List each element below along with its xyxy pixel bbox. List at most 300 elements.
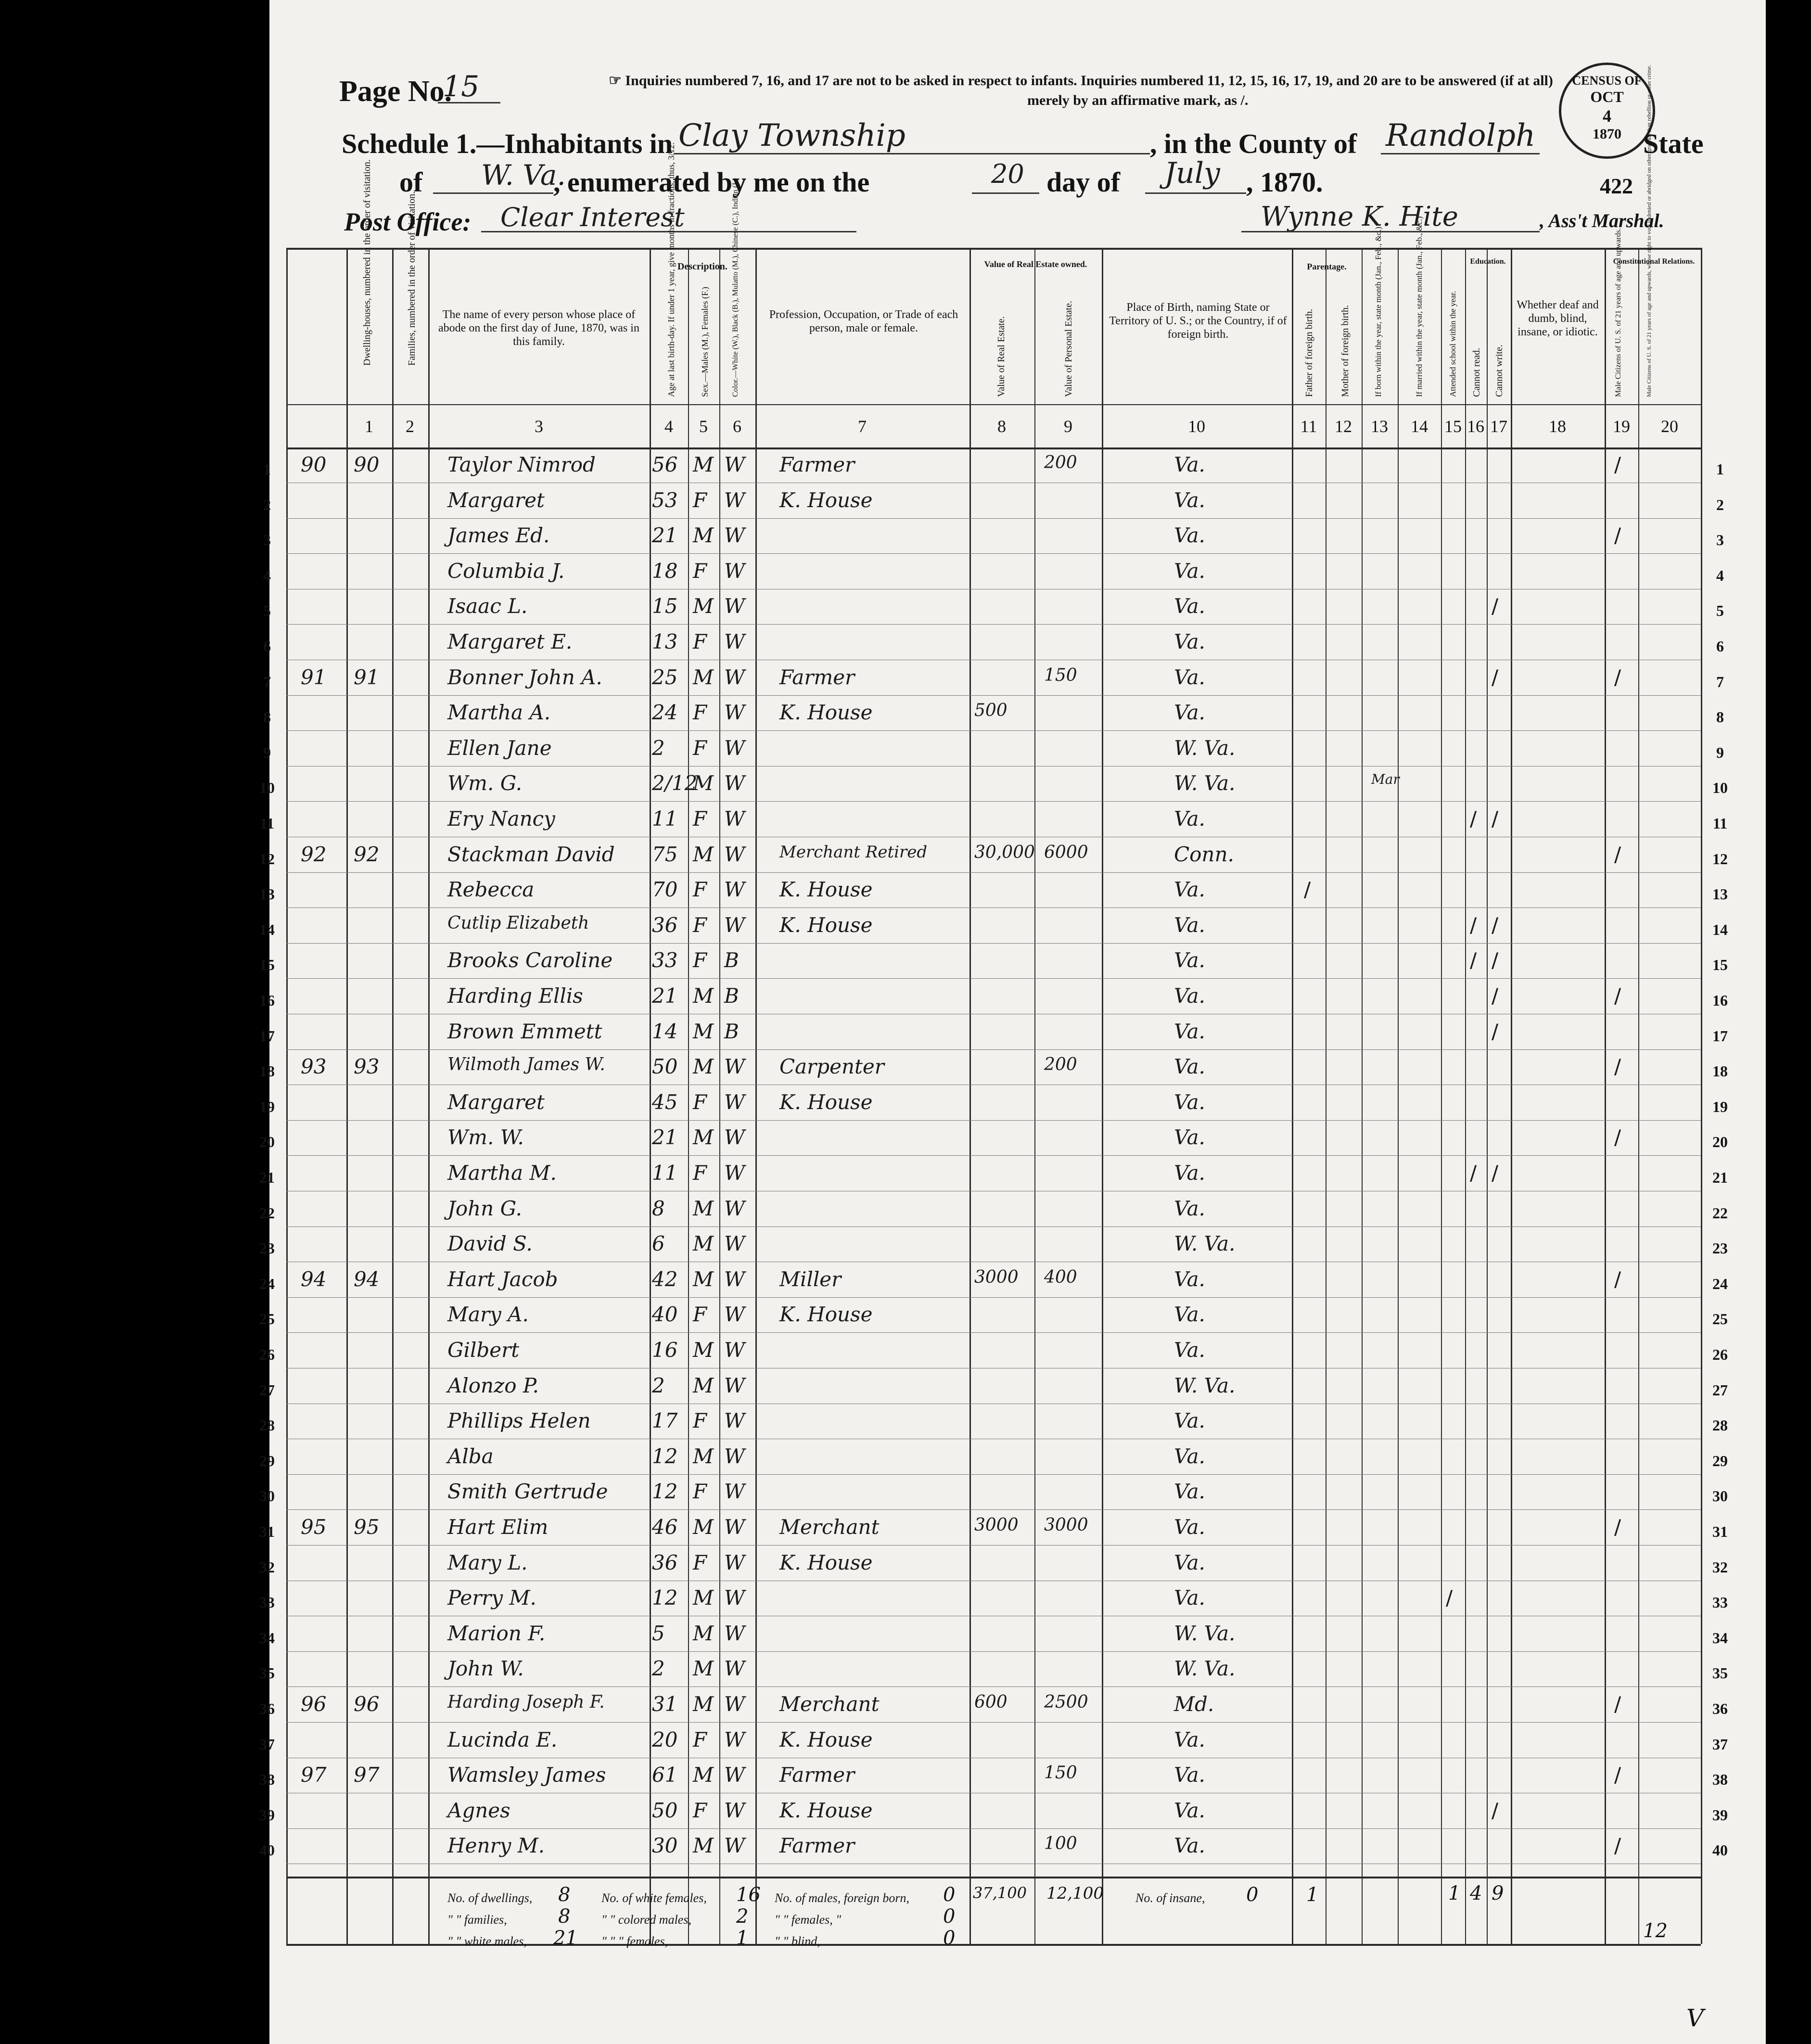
line-number: 25: [1712, 1310, 1728, 1328]
line-number: 14: [259, 920, 275, 938]
cannot-write-mark: /: [1492, 1798, 1499, 1822]
age: 21: [652, 524, 678, 548]
line-number: 28: [1712, 1417, 1728, 1434]
sex: F: [693, 630, 707, 653]
personal-estate-value: 3000: [1044, 1515, 1088, 1535]
column-number: 19: [1613, 417, 1630, 436]
month-value: July: [1164, 156, 1220, 190]
constitutional-header: Constitutional Relations.: [1613, 257, 1695, 266]
sex: M: [693, 1444, 714, 1468]
personal-estate-value: 200: [1044, 1055, 1077, 1075]
line-number: 9: [263, 743, 271, 761]
age: 24: [652, 701, 678, 725]
age: 6: [652, 1232, 665, 1256]
sex: F: [693, 1727, 707, 1751]
color: W: [724, 807, 745, 830]
col16-header: Cannot read.: [1471, 347, 1482, 397]
line-number: 10: [259, 779, 275, 797]
color: W: [724, 630, 745, 653]
line-number: 7: [1716, 673, 1724, 690]
sex: M: [693, 1586, 714, 1610]
line-number: 13: [1712, 885, 1728, 903]
sex: F: [693, 559, 707, 583]
sex: M: [693, 594, 714, 618]
color: W: [724, 1550, 745, 1574]
line-number: 16: [1712, 992, 1728, 1009]
dwelling-number: 97: [301, 1763, 327, 1787]
personal-estate-value: 2500: [1044, 1692, 1088, 1712]
person-name: Marion F.: [447, 1621, 546, 1645]
cannot-write-mark: /: [1492, 807, 1499, 830]
dwelling-number: 92: [301, 842, 327, 866]
cannot-read-mark: /: [1470, 913, 1477, 937]
line-number: 29: [1712, 1452, 1728, 1469]
dwelling-number: 93: [301, 1055, 327, 1079]
cannot-write-mark: /: [1492, 594, 1499, 618]
sex: M: [693, 1621, 714, 1645]
col1-header: Dwelling-houses, numbered in the order of visitation.: [362, 159, 372, 366]
color: W: [724, 665, 745, 689]
place-of-birth: Va.: [1174, 1196, 1205, 1220]
person-name: Margaret E.: [447, 630, 573, 653]
sex: M: [693, 984, 714, 1008]
occupation: Farmer: [779, 453, 855, 476]
place-of-birth: Va.: [1174, 913, 1205, 937]
line-number: 15: [1712, 956, 1728, 974]
col3-header: The name of every person whose place of abode on the first day of June, 1870, was in this family.: [438, 308, 639, 348]
place-of-birth: Conn.: [1174, 842, 1234, 866]
line-number: 5: [1716, 602, 1724, 620]
summary-insane: 0: [1246, 1884, 1259, 1906]
sex: F: [693, 1161, 707, 1185]
color: W: [724, 1090, 745, 1114]
place-of-birth: Va.: [1174, 1763, 1205, 1787]
line-number: 40: [1712, 1841, 1728, 1859]
line-number: 28: [259, 1417, 275, 1434]
line-number: 32: [1712, 1558, 1728, 1576]
cannot-write-mark: /: [1492, 913, 1499, 937]
line-number: 21: [1712, 1169, 1728, 1186]
line-number: 5: [263, 602, 271, 620]
sex: F: [693, 1090, 707, 1114]
line-number: 18: [1712, 1062, 1728, 1080]
parentage-header: Parentage.: [1307, 262, 1347, 271]
col13-header: If born within the year, state month (Jan., Feb., &c.): [1374, 227, 1383, 397]
color: W: [724, 1232, 745, 1256]
line-number: 27: [1712, 1381, 1728, 1399]
person-name: Smith Gertrude: [447, 1480, 608, 1504]
place-of-birth: Va.: [1174, 1586, 1205, 1610]
line-number: 27: [259, 1381, 275, 1399]
sex: M: [693, 842, 714, 866]
education-header: Education.: [1470, 257, 1506, 266]
color: W: [724, 1125, 745, 1150]
summary-blind: 0: [943, 1927, 956, 1949]
column-number: 15: [1444, 417, 1462, 436]
line-number: 15: [259, 956, 275, 974]
sex: F: [693, 1303, 707, 1327]
col15-header: Attended school within the year.: [1448, 291, 1457, 397]
col10-header: Place of Birth, naming State or Territory of U. S.; or the Country, if of foreign birth.: [1109, 301, 1287, 341]
color: B: [724, 1019, 739, 1043]
line-number: 19: [1712, 1098, 1728, 1115]
line-number: 3: [1716, 531, 1724, 549]
cannot-write-mark: /: [1492, 948, 1499, 972]
line-number: 19: [259, 1098, 275, 1115]
line-number: 32: [259, 1558, 275, 1576]
column-number: 18: [1549, 417, 1566, 436]
cannot-read-mark: /: [1470, 948, 1477, 972]
value-header: Value of Real Estate owned.: [984, 259, 1087, 269]
col19-header: Male Citizens of U. S. of 21 years of age and upwards.: [1614, 228, 1622, 397]
person-name: Martha M.: [447, 1161, 557, 1185]
line-number: 6: [1716, 638, 1724, 655]
personal-estate-value: 100: [1044, 1834, 1077, 1854]
age: 42: [652, 1267, 678, 1291]
person-name: John G.: [447, 1196, 522, 1220]
age: 61: [652, 1763, 678, 1787]
line-number: 2: [1716, 496, 1724, 513]
column-number: 16: [1467, 417, 1484, 436]
personal-estate-value: 150: [1044, 665, 1077, 685]
person-name: James Ed.: [447, 524, 550, 548]
summary-colored-females: 1: [736, 1927, 749, 1949]
line-number: 22: [1712, 1204, 1728, 1222]
sex: F: [693, 878, 707, 902]
place-of-birth: Va.: [1174, 524, 1205, 548]
summary-total-real: 37,100: [973, 1884, 1027, 1902]
male-citizen-mark: /: [1614, 1692, 1621, 1716]
line-number: 33: [1712, 1594, 1728, 1611]
line-number: 11: [1712, 815, 1728, 832]
line-number: 6: [263, 638, 271, 655]
occupation: Merchant: [779, 1515, 880, 1539]
place-of-birth: Va.: [1174, 701, 1205, 725]
father-foreign-mark: /: [1304, 878, 1311, 902]
place-of-birth: Va.: [1174, 807, 1205, 830]
occupation: K. House: [779, 1550, 873, 1574]
summary-total-personal: 12,100: [1046, 1884, 1104, 1903]
color: W: [724, 1480, 745, 1504]
line-number: 33: [259, 1594, 275, 1611]
person-name: Mary A.: [447, 1303, 529, 1327]
personal-estate-value: 6000: [1044, 842, 1088, 862]
person-name: John W.: [447, 1657, 524, 1681]
sex: F: [693, 948, 707, 972]
person-name: Hart Jacob: [447, 1267, 558, 1291]
person-name: Wamsley James: [447, 1763, 606, 1787]
age: 2: [652, 1373, 665, 1397]
sheet-number: 422: [1600, 174, 1633, 198]
person-name: Ery Nancy: [447, 807, 555, 830]
summary-colored-males: 2: [736, 1905, 749, 1928]
line-number: 35: [1712, 1664, 1728, 1682]
column-number: 12: [1335, 417, 1352, 436]
sex: M: [693, 1515, 714, 1539]
sex: F: [693, 1409, 707, 1433]
sex: M: [693, 1373, 714, 1397]
color: W: [724, 736, 745, 760]
color: W: [724, 1834, 745, 1858]
age: 12: [652, 1480, 678, 1504]
line-number: 10: [1712, 779, 1728, 797]
census-office-stamp: CENSUS OF OCT 4 1870: [1559, 63, 1655, 159]
sex: M: [693, 771, 714, 795]
dwelling-number: 90: [301, 453, 327, 476]
occupation: K. House: [779, 913, 873, 937]
color: W: [724, 1303, 745, 1327]
place-of-birth: W. Va.: [1174, 1232, 1236, 1256]
line-number: 39: [1712, 1806, 1728, 1824]
born-within-year: Mar: [1371, 771, 1400, 788]
real-estate-value: 3000: [974, 1515, 1019, 1535]
age: 50: [652, 1798, 678, 1822]
line-number: 24: [1712, 1275, 1728, 1292]
line-number: 14: [1712, 920, 1728, 938]
age: 21: [652, 984, 678, 1008]
age: 2/12: [652, 771, 698, 795]
place-of-birth: Va.: [1174, 559, 1205, 583]
place-of-birth: Va.: [1174, 1798, 1205, 1822]
schedule-label: Schedule 1.—Inhabitants in: [342, 128, 673, 159]
line-number: 8: [1716, 708, 1724, 726]
marshal-name: Wynne K. Hite: [1261, 201, 1458, 232]
male-citizen-mark: /: [1614, 1055, 1621, 1079]
color: W: [724, 913, 745, 937]
person-name: Margaret: [447, 1090, 545, 1114]
color: W: [724, 1657, 745, 1681]
day-label: day of: [1046, 166, 1121, 198]
line-number: 11: [259, 815, 275, 832]
sex: M: [693, 1125, 714, 1150]
line-number: 17: [259, 1027, 275, 1045]
summary-total-c11: 1: [1306, 1884, 1319, 1906]
age: 25: [652, 665, 678, 689]
age: 16: [652, 1338, 678, 1362]
age: 2: [652, 736, 665, 760]
col9-header: Value of Personal Estate.: [1063, 301, 1074, 397]
age: 8: [652, 1196, 665, 1220]
sex: F: [693, 1550, 707, 1574]
line-number: 1: [263, 460, 271, 478]
summary-total-c16: 4: [1470, 1882, 1482, 1904]
place-of-birth: Va.: [1174, 1727, 1205, 1751]
color: W: [724, 1444, 745, 1468]
place-of-birth: Va.: [1174, 1303, 1205, 1327]
color: W: [724, 594, 745, 618]
occupation: K. House: [779, 1303, 873, 1327]
sex: M: [693, 1019, 714, 1043]
color: W: [724, 1621, 745, 1645]
place-of-birth: Va.: [1174, 1550, 1205, 1574]
column-number: 3: [535, 417, 543, 436]
age: 46: [652, 1515, 678, 1539]
person-name: Wm. W.: [447, 1125, 524, 1150]
line-number: 4: [1716, 566, 1724, 584]
family-number: 92: [354, 842, 380, 866]
sex: M: [693, 1834, 714, 1858]
line-number: 17: [1712, 1027, 1728, 1045]
post-office-value: Clear Interest: [500, 202, 685, 232]
place-of-birth: Va.: [1174, 665, 1205, 689]
color: W: [724, 1373, 745, 1397]
age: 18: [652, 559, 678, 583]
family-number: 94: [354, 1267, 380, 1291]
place-of-birth: Va.: [1174, 594, 1205, 618]
cannot-read-mark: /: [1470, 1161, 1477, 1185]
sex: F: [693, 807, 707, 830]
male-citizen-mark: /: [1614, 1515, 1621, 1539]
col14-header: If married within the year, state month (Jan., Feb., &c.): [1415, 216, 1424, 397]
column-number: 17: [1490, 417, 1507, 436]
family-number: 95: [354, 1515, 380, 1539]
person-name: Alonzo P.: [447, 1373, 539, 1397]
county-value: Randolph: [1386, 118, 1536, 153]
color: W: [724, 1727, 745, 1751]
age: 36: [652, 1550, 678, 1574]
male-citizen-mark: /: [1614, 1834, 1621, 1858]
occupation: K. House: [779, 1798, 873, 1822]
age: 21: [652, 1125, 678, 1150]
summary-total-c15: 1: [1448, 1882, 1461, 1904]
male-citizen-mark: /: [1614, 1125, 1621, 1150]
sex: M: [693, 1338, 714, 1362]
place-of-birth: Va.: [1174, 878, 1205, 902]
summary-dwellings: 8: [558, 1884, 571, 1906]
age: 11: [652, 807, 678, 830]
place-of-birth: Va.: [1174, 1338, 1205, 1362]
age: 50: [652, 1055, 678, 1079]
column-number: 10: [1188, 417, 1205, 436]
cannot-write-mark: /: [1492, 665, 1499, 689]
notice-line-1: ☞ Inquiries numbered 7, 16, and 17 are not to be asked in respect to infants. Inquiries numbered 11, 12, 15, 16, 17, 19, and 20 are to be answered (if at all): [609, 73, 1553, 89]
place-of-birth: Va.: [1174, 1090, 1205, 1114]
person-name: Isaac L.: [447, 594, 528, 618]
line-number: 37: [1712, 1735, 1728, 1753]
age: 14: [652, 1019, 678, 1043]
place-of-birth: Va.: [1174, 1409, 1205, 1433]
age: 75: [652, 842, 678, 866]
color: W: [724, 1515, 745, 1539]
real-estate-value: 600: [974, 1692, 1008, 1712]
line-number: 1: [1716, 460, 1724, 478]
occupation: Farmer: [779, 1834, 855, 1858]
person-name: Brown Emmett: [447, 1019, 602, 1043]
line-number: 24: [259, 1275, 275, 1292]
line-number: 34: [1712, 1629, 1728, 1647]
year-label: , 1870.: [1246, 166, 1323, 198]
color: W: [724, 453, 745, 476]
summary-total-c19: 12: [1643, 1920, 1668, 1942]
sex: M: [693, 1692, 714, 1716]
col2-header: Families, numbered in the order of visitation.: [407, 191, 417, 366]
occupation: K. House: [779, 1727, 873, 1751]
color: W: [724, 559, 745, 583]
color: W: [724, 701, 745, 725]
attended-school-mark: /: [1446, 1586, 1453, 1610]
sex: F: [693, 736, 707, 760]
person-name: Lucinda E.: [447, 1727, 558, 1751]
line-number: 40: [259, 1841, 275, 1859]
color: W: [724, 524, 745, 548]
col12-header: Mother of foreign birth.: [1340, 305, 1351, 397]
place-of-birth: Va.: [1174, 1515, 1205, 1539]
enumerated-label: , enumerated by me on the: [553, 166, 870, 198]
line-number: 16: [259, 992, 275, 1009]
age: 30: [652, 1834, 678, 1858]
place-of-birth: Va.: [1174, 1444, 1205, 1468]
color: W: [724, 1267, 745, 1291]
cannot-write-mark: /: [1492, 1161, 1499, 1185]
male-citizen-mark: /: [1614, 665, 1621, 689]
age: 56: [652, 453, 678, 476]
line-number: 25: [259, 1310, 275, 1328]
summary-total-c17: 9: [1492, 1882, 1504, 1904]
line-number: 26: [1712, 1346, 1728, 1363]
age: 15: [652, 594, 678, 618]
color: W: [724, 842, 745, 866]
color: W: [724, 1055, 745, 1079]
of-label: of: [399, 166, 423, 198]
township-value: Clay Township: [678, 118, 906, 153]
column-number: 13: [1371, 417, 1388, 436]
sex: M: [693, 524, 714, 548]
age: 2: [652, 1657, 665, 1681]
place-of-birth: Va.: [1174, 1125, 1205, 1150]
color: W: [724, 878, 745, 902]
person-name: Phillips Helen: [447, 1409, 591, 1433]
age: 12: [652, 1586, 678, 1610]
line-number: 31: [259, 1523, 275, 1540]
description-header: Description.: [677, 261, 727, 272]
line-number: 13: [259, 885, 275, 903]
color: B: [724, 948, 739, 972]
cannot-read-mark: /: [1470, 807, 1477, 830]
personal-estate-value: 200: [1044, 453, 1077, 473]
summary-foreign-females: 0: [943, 1905, 956, 1928]
family-number: 91: [354, 665, 380, 689]
notice-line-2: merely by an affirmative mark, as /.: [1027, 92, 1249, 108]
sex: M: [693, 1657, 714, 1681]
column-number: 2: [406, 417, 414, 436]
dwelling-number: 96: [301, 1692, 327, 1716]
line-number: 2: [263, 496, 271, 513]
summary-foreign-males: 0: [943, 1884, 956, 1906]
line-number: 30: [1712, 1487, 1728, 1505]
person-name: Taylor Nimrod: [447, 453, 596, 476]
person-name: Mary L.: [447, 1550, 528, 1574]
personal-estate-value: 150: [1044, 1763, 1077, 1783]
place-of-birth: W. Va.: [1174, 1373, 1236, 1397]
age: 5: [652, 1621, 665, 1645]
age: 45: [652, 1090, 678, 1114]
place-of-birth: Va.: [1174, 948, 1205, 972]
person-name: Hart Elim: [447, 1515, 548, 1539]
sex: M: [693, 1267, 714, 1291]
age: 13: [652, 630, 678, 653]
person-name: Bonner John A.: [447, 665, 602, 689]
sex: F: [693, 488, 707, 512]
color: W: [724, 1798, 745, 1822]
column-number: 4: [664, 417, 673, 436]
age: 36: [652, 913, 678, 937]
line-number: 30: [259, 1487, 275, 1505]
line-number: 3: [263, 531, 271, 549]
day-value: 20: [991, 159, 1024, 189]
marshal-label: , Ass't Marshal.: [1540, 210, 1664, 231]
male-citizen-mark: /: [1614, 1763, 1621, 1787]
line-number: 36: [1712, 1700, 1728, 1717]
